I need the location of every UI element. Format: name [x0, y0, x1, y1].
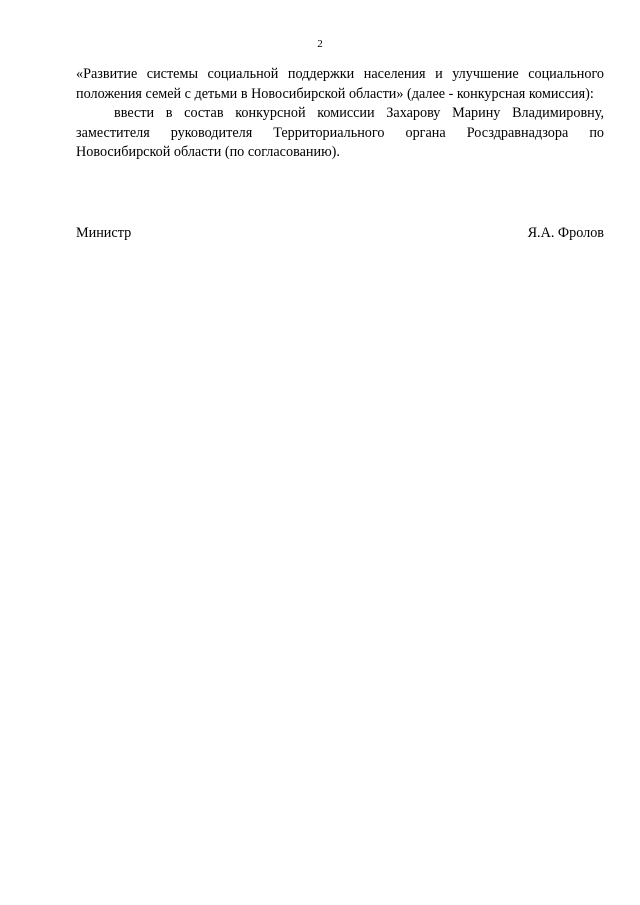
signatory-position: Министр — [76, 225, 132, 241]
signatory-name: Я.А. Фролов — [527, 225, 604, 241]
document-body — [76, 65, 604, 163]
decision-paragraph: ввести в состав конкурсной комиссии Захарову Марину Владимировну, заместителя руководителя Территориального органа Росздравнадзора по Новосибирской области (по согласованию). — [76, 105, 604, 160]
commission-title-paragraph: «Развитие системы социальной поддержки населения и улучшение социального положения семей с детьми в Новосибирской области» (далее - конкурсная комиссия): — [76, 66, 604, 102]
signature-block — [76, 224, 604, 244]
page-number: 2 — [317, 38, 323, 50]
